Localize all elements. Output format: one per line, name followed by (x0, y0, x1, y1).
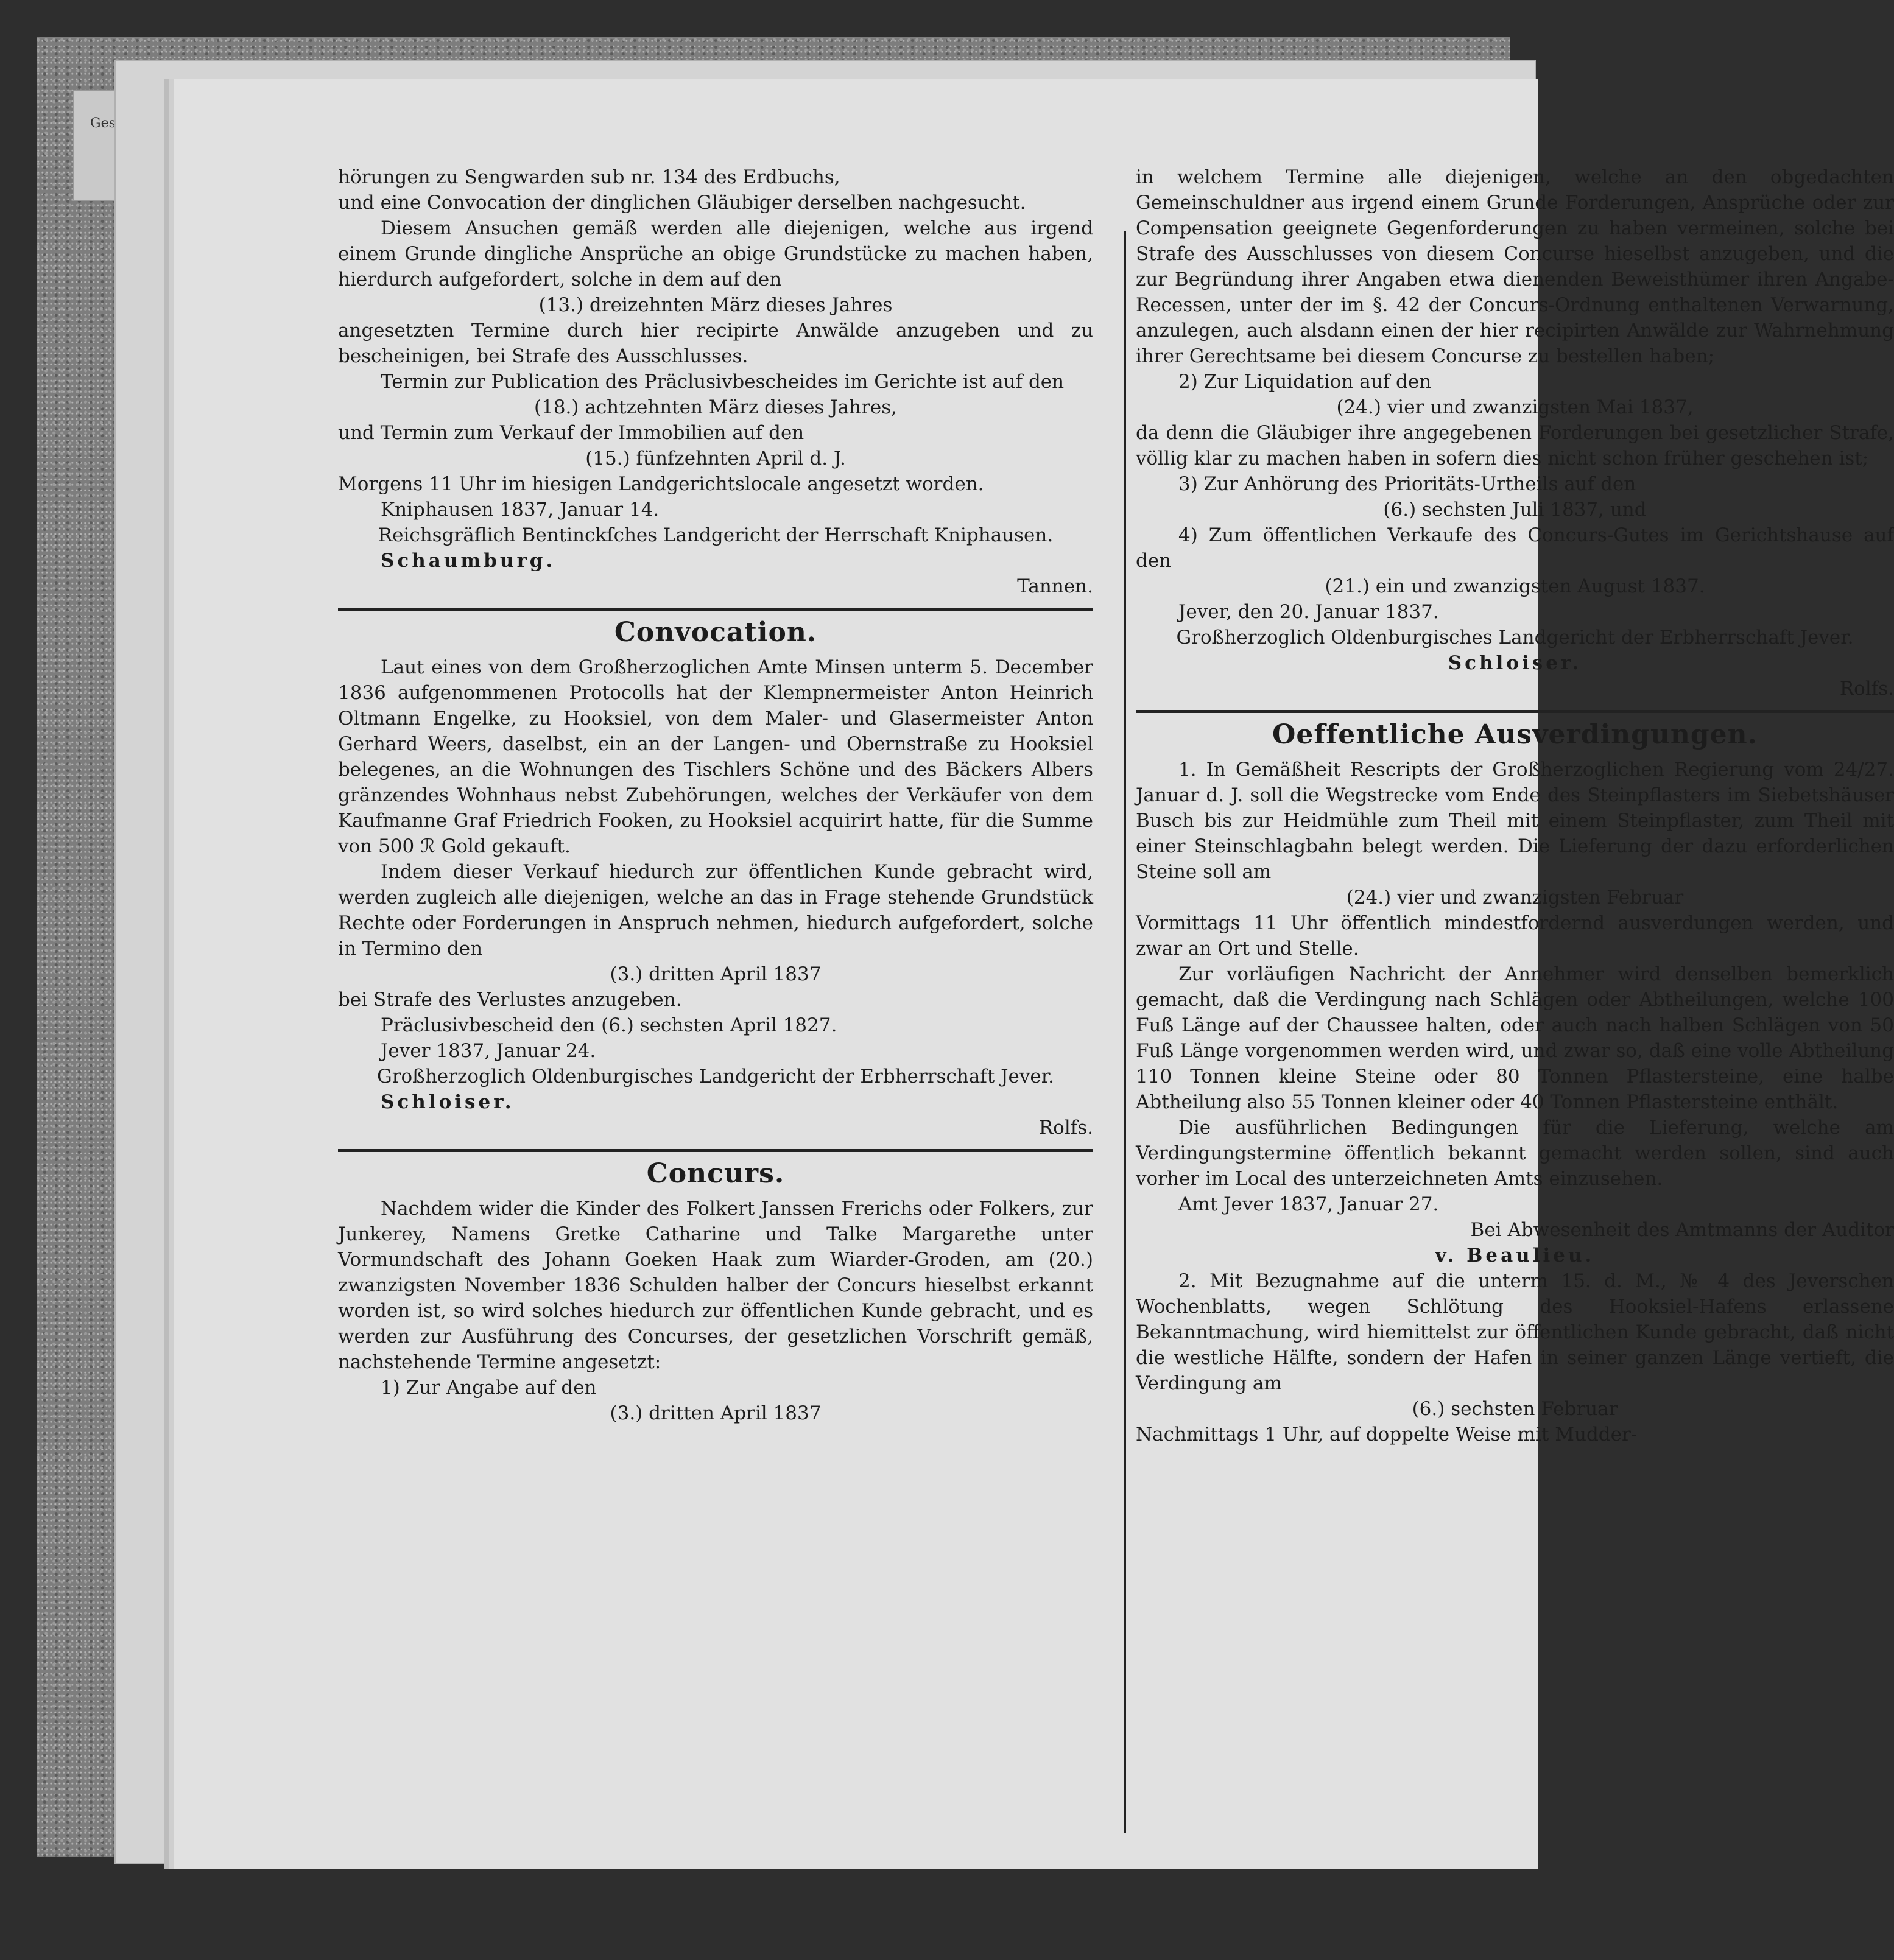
text-line: und eine Convocation der dinglichen Gläubiger derselben nachgesucht. (338, 192, 1026, 214)
date-line: (6.) sechsten Februar (1412, 1398, 1618, 1420)
paragraph: Indem dieser Verkauf hiedurch zur öffentlichen Kunde gebracht wird, werden zugleich alle diejenigen, welche an das in Frage stehende Grundstück Rechte oder Forderungen in Anspruch nehmen, hiedurch aufgefordert, solche in Termino den (338, 861, 1093, 960)
issuer: Großherzoglich Oldenburgisches Landgericht der Erbherrschaft Jever. (1176, 627, 1854, 648)
issuer: Bei Abwesenheit des Amtmanns der Auditor (1470, 1219, 1894, 1241)
section-divider (1136, 710, 1894, 713)
text-line: bei Strafe des Verlustes anzugeben. (338, 989, 682, 1011)
paragraph: Diesem Ansuchen gemäß werden alle diejenigen, welche aus irgend einem Grunde dingliche Ansprüche an obige Grundstücke zu machen haben, hierdurch aufgefordert, solche in dem auf den (338, 217, 1093, 290)
text-line: hörungen zu Sengwarden sub nr. 134 des Erdbuchs, (338, 166, 840, 188)
text-line: Präclusivbescheid den (6.) sechsten April 1827. (381, 1014, 837, 1036)
place-date: Kniphausen 1837, Januar 14. (381, 499, 660, 521)
paragraph: Laut eines von dem Großherzoglichen Amte Minsen unterm 5. December 1836 aufgenommenen Protocolls hat der Klempnermeister Anton Heinrich Oltmann Engelke, zu Hooksiel, von dem Maler- und Glasermeister Anton Gerhard Weers, daselbst, ein an der Langen- und Obernstraße zu Hooksiel belegenes, an die Wohnungen des Tischlers Schöne und des Bäckers Albers gränzendes Wohnhaus nebst Zubehörungen, welches der Verkäufer von dem Kaufmanne Graf Friedrich Fooken, zu Hooksiel acquirirt hatte, für die Summe von 500 ℛ Gold gekauft. (338, 656, 1093, 857)
left-column (338, 164, 1093, 1426)
signature: Schloiser. (1448, 652, 1582, 674)
section-divider (338, 1149, 1093, 1152)
paragraph: Die ausführlichen Bedingungen für die Lieferung, welche am Verdingungstermine öffentlich bekannt gemacht werden sollen, sind auch vorher im Local des unterzeichneten Amts einzusehen. (1136, 1117, 1894, 1190)
date-line: (15.) fünfzehnten April d. J. (585, 448, 846, 469)
paragraph: in welchem Termine alle diejenigen, welche an den obgedachten Gemeinschuldner aus irgend einem Grunde Forderungen, Ansprüche oder zur Compensation geeignete Gegenforderungen zu haben vermeinen, solche bei Strafe des Ausschlusses von diesem Concurse hieselbst anzugeben, und die zur Begründung ihrer Angaben etwa dienenden Beweisthümer ihren Angabe-Recessen, unter der im §. 42 der Concurs-Ordnung enthaltenen Verwarnung, anzulegen, auch alsdann einen der hier recipirten Anwälde zur Wahrnehmung ihrer Gerechtsame bei diesem Concurse zu bestellen haben; (1136, 166, 1894, 367)
date-line: (3.) dritten April 1837 (610, 963, 822, 985)
paragraph: 1. In Gemäßheit Rescripts der Großherzoglichen Regierung vom 24/27. Januar d. J. soll die Wegstrecke vom Ende des Steinpflasters im Siebetshäuser Busch bis zur Heidmühle zum Theil mit einem Steinpflaster, zum Theil mit einer Steinschlagbahn belegt werden. Die Lieferung der dazu erforderlichen Steine soll am (1136, 759, 1894, 883)
signature: Tannen. (1017, 575, 1093, 597)
date-line: (18.) achtzehnten März dieses Jahres, (534, 396, 897, 418)
section-heading-convocation: Convocation. (614, 617, 817, 648)
text-line: 3) Zur Anhörung des Prioritäts-Urtheils auf den (1178, 473, 1636, 495)
underlying-page-label: Ges (90, 116, 116, 131)
section-heading-ausverdingungen: Oeffentliche Ausverdingungen. (1272, 719, 1758, 750)
issuer: Reichsgräflich Bentinckſches Landgericht der Herrschaft Kniphausen. (378, 524, 1054, 546)
signature: Schaumburg. (381, 550, 556, 572)
right-column (1136, 164, 1894, 1447)
text-line: 1) Zur Angabe auf den (381, 1377, 597, 1399)
text-line: Nachmittags 1 Uhr, auf doppelte Weise mit Mudder- (1136, 1424, 1638, 1445)
paragraph: Morgens 11 Uhr im hiesigen Landgerichtslocale angesetzt worden. (338, 473, 984, 495)
date-line: (13.) dreizehnten März dieses Jahres (538, 294, 893, 316)
text-line: 2) Zur Liquidation auf den (1178, 371, 1432, 393)
paragraph: Zur vorläufigen Nachricht der Annehmer wird denselben bemerklich gemacht, daß die Verdingung nach Schlägen oder Abtheilungen, welche 100 Fuß Länge auf der Chaussee halten, oder auch nach halben Schlägen von 50 Fuß Länge vorgenommen werden wird, und zwar so, daß eine volle Abtheilung 110 Tonnen kleine Steine oder 80 Tonnen Pflastersteine, eine halbe Abtheilung also 55 Tonnen kleiner oder 40 Tonnen Pflastersteine enthält. (1136, 963, 1894, 1113)
paragraph: Vormittags 11 Uhr öffentlich mindestfordernd ausverdungen werden, und zwar an Ort und Stelle. (1136, 912, 1894, 960)
date-line: (24.) vier und zwanzigsten Februar (1346, 887, 1684, 908)
signature: Schloiser. (381, 1091, 515, 1113)
text-line: 4) Zum öffentlichen Verkaufe des Concurs-Gutes im Gerichtshause auf den (1136, 524, 1894, 572)
column-divider (1124, 231, 1126, 1833)
date-line: (6.) sechsten Juli 1837, und (1383, 499, 1647, 521)
date-line: (3.) dritten April 1837 (610, 1402, 822, 1424)
paragraph: angesetzten Termine durch hier recipirte Anwälde anzugeben und zu bescheinigen, bei Strafe des Ausschlusses. (338, 320, 1093, 367)
date-line: (21.) ein und zwanzigsten August 1837. (1325, 575, 1705, 597)
signature: Rolfs. (1038, 1117, 1093, 1139)
issuer: Großherzoglich Oldenburgisches Landgericht der Erbherrschaft Jever. (376, 1066, 1055, 1087)
section-heading-concurs: Concurs. (646, 1158, 785, 1189)
newspaper-page (174, 79, 1894, 1869)
section-divider (338, 608, 1093, 611)
place-date: Amt Jever 1837, Januar 27. (1178, 1193, 1439, 1215)
paragraph: Nachdem wider die Kinder des Folkert Janssen Frerichs oder Folkers, zur Junkerey, Namens Gretke Catharine und Talke Margarethe unter Vormundschaft des Johann Goeken Haak zum Wiarder-Groden, am (20.) zwanzigsten November 1836 Schulden halber der Concurs hieselbst erkannt worden ist, so wird solches hiedurch zur öffentlichen Kunde gebracht, und es werden zur Ausführung des Concurses, der gesetzlichen Vorschrift gemäß, nachstehende Termine angesetzt: (338, 1198, 1093, 1373)
signature: Rolfs. (1839, 678, 1894, 700)
signature: v. Beaulieu. (1435, 1245, 1595, 1266)
place-date: Jever, den 20. Januar 1837. (1178, 601, 1439, 623)
paragraph: da denn die Gläubiger ihre angegebenen Forderungen bei gesetzlicher Strafe, völlig klar zu machen haben in sofern dies nicht schon früher geschehen ist; (1136, 422, 1894, 469)
paragraph: 2. Mit Bezugnahme auf die unterm 15. d. M., № 4 des Jeverschen Wochenblatts, wegen Schlötung des Hooksiel-Hafens erlassene Bekanntmachung, wird hiemittelst zur öffentlichen Kunde gebracht, daß nicht die westliche Hälfte, sondern der Hafen in seiner ganzen Länge vertieft, die Verdingung am (1136, 1270, 1894, 1394)
place-date: Jever 1837, Januar 24. (381, 1040, 596, 1062)
text-line: und Termin zum Verkauf der Immobilien auf den (338, 422, 804, 444)
date-line: (24.) vier und zwanzigsten Mai 1837, (1336, 396, 1694, 418)
paragraph: Termin zur Publication des Präclusivbescheides im Gerichte ist auf den (381, 371, 1065, 393)
